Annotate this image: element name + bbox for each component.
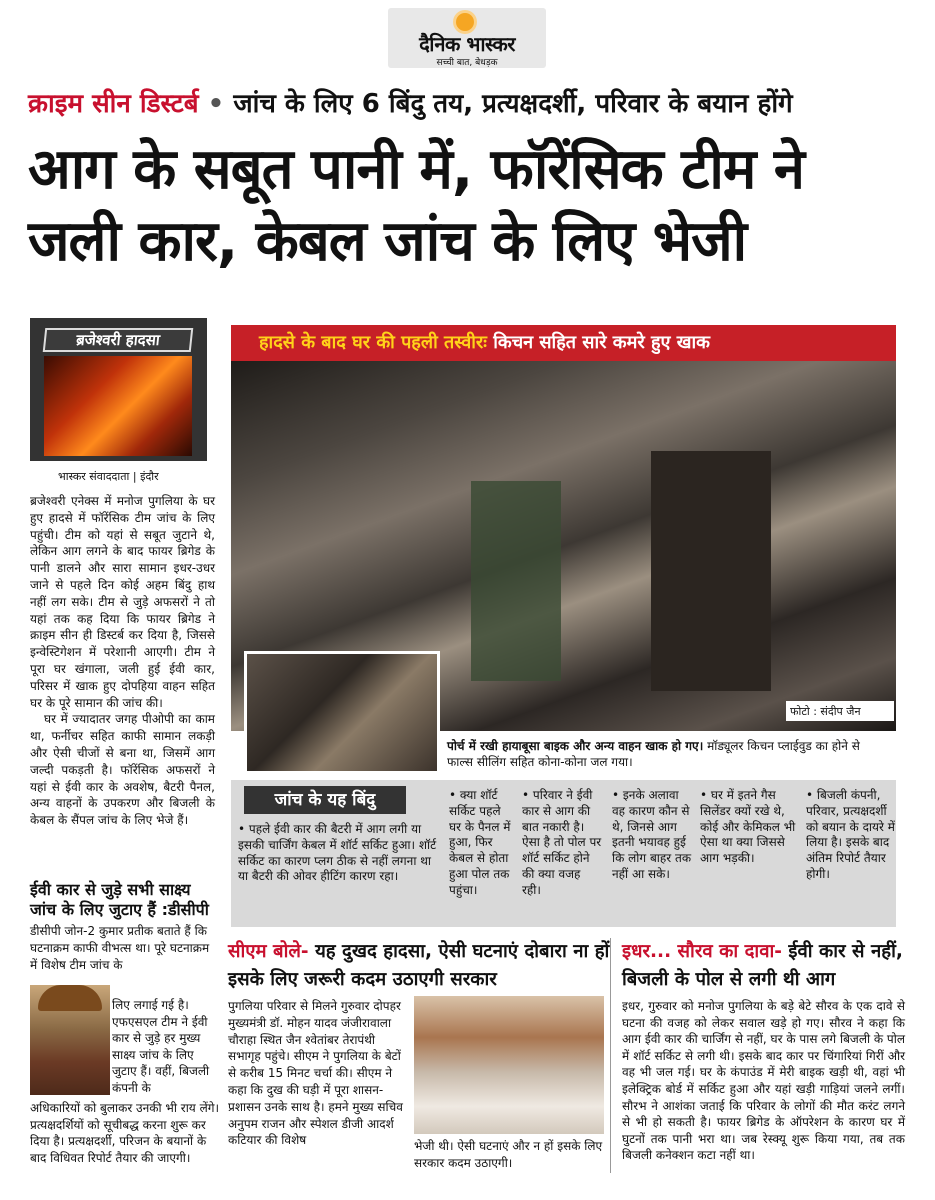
- cm-story-text: पुगलिया परिवार से मिलने गुरुवार दोपहर मुख्यमंत्री डॉ. मोहन यादव जंजीरावाला चौराहा स्थित जैन श्वेतांबर तेरापंथी सभागृह पहुंचे। सीएम ने पुगलिया के बेटों से करीब 15 मिनट चर्चा की। सीएम ने कहा कि दुख की घड़ी में पूरा शासन-प्रशासन उनके साथ है। हमने मुख्य सचिव अनुपम राजन और स्पेशल डीजी आदर्श कटियार की विशेष: [228, 999, 403, 1148]
- investigation-point: • घर में इतने गैस सिलेंडर क्यों रखे थे, कोई और केमिकल भी ऐसा था क्या जिससे आग भड़की।: [700, 788, 796, 866]
- card-label: ब्रजेश्वरी हादसा: [43, 328, 194, 352]
- photo-credit: फोटो : संदीप जैन: [786, 701, 894, 721]
- feature-banner-rest: किचन सहित सारे कमरे हुए खाक: [493, 332, 710, 353]
- dcp-photo: [30, 985, 110, 1095]
- kicker-text: जांच के लिए 6 बिंदु तय, प्रत्यक्षदर्शी, परिवार के बयान होंगे: [233, 89, 793, 119]
- burnt-vehicles-photo: [244, 651, 440, 774]
- masthead-tagline: सच्ची बात, बेधड़क: [436, 58, 498, 68]
- investigation-point: • क्या शॉर्ट सर्किट पहले घर के पैनल में हुआ, फिर केबल से होता हुआ पोल तक पहुंचा।: [449, 788, 511, 897]
- fire-photo: [44, 356, 192, 456]
- feature-banner-highlight: हादसे के बाद घर की पहली तस्वीरः: [259, 332, 487, 353]
- dcp-subhead: ईवी कार से जुड़े सभी साक्ष्य जांच के लिए जुटाए हैं :डीसीपी: [30, 880, 209, 919]
- investigation-point: • बिजली कंपनी, परिवार, प्रत्यक्षदर्शी को बयान के दायरे में लिया है। इसके बाद अंतिम रिपोर्ट तैयार होगी।: [806, 788, 895, 881]
- cm-story-text-cont: भेजी थी। ऐसी घटनाएं और न हों इसके लिए सरकार कदम उठाएगी।: [414, 1139, 603, 1170]
- main-story-para1: ब्रजेश्वरी एनेक्स में मनोज पुगलिया के घर हुए हादसे में फॉरेंसिक टीम जांच के लिए पहुंची। टीम को यहां से सबूत जुटाने थे, लेकिन आग लगने के बाद फायर ब्रिगेड के पानी डालने और सारा सामान इधर-उधर जाने से पहले दिन कोई अहम बिंदु हाथ नहीं लग सके। टीम से जुड़े अफसरों ने तो यहां तक कह दिया कि फायर ब्रिगेड ने क्राइम सीन ही डिस्टर्ब कर दिया है, जिससे इन्वेस्टिगेशन में परेशानी आएगी। टीम ने पूरा घर खंगाला, जली हुई ईवी कार, परिसर में खाक हुए दोपहिया वाहन सहित घर के पूरे सामान की जांच की।: [30, 494, 215, 710]
- investigation-point: • पहले ईवी कार की बैटरी में आग लगी या इसकी चार्जिंग केबल में शॉर्ट सर्किट हुआ। शॉर्ट सर्किट का कारण प्लग ठीक से नहीं लगना था या बैटरी की ओवर हीटिंग कारण रहा।: [238, 822, 437, 884]
- burnt-door: [471, 481, 561, 681]
- feature-banner: [231, 325, 896, 361]
- saurav-headline-text: ईवी कार से नहीं, बिजली के पोल से लगी थी आग: [622, 941, 903, 990]
- feature-caption: [447, 738, 887, 770]
- column-divider: [610, 938, 611, 1173]
- kicker-separator: •: [207, 89, 225, 119]
- byline-author: भास्कर संवाददाता: [58, 470, 130, 483]
- kicker-label: क्राइम सीन डिस्टर्ब: [28, 89, 199, 119]
- saurav-story-text: इधर, गुरुवार को मनोज पुगलिया के बड़े बेटे सौरव के एक दावे से घटना की वजह को लेकर सवाल खड़े हो गए। सौरव ने कहा कि आग ईवी कार की चार्जिंग से नहीं, घर के पास लगे बिजली के पोल में शॉर्ट सर्किट से लगी थी। इसके बाद कार पर चिंगारियां गिरीं और वह भी जल गई। घर के कंपाउंड में मेरी बाइक खड़ी थी, वहां भी इलेक्ट्रिक बोर्ड में सर्किट हुआ और यहां खड़ी गाड़ियां जलने लगीं। सौरभ ने आशंका जताई कि परिवार के लोगों की मौत करंट लगने से भी हो सकती है। फायर ब्रिगेड के ऑपरेशन के कारण घर में घुटनों तक पानी भरा था। जब रेस्क्यू शुरू किया गया, तब तक बिजली कनेक्शन कटा नहीं था।: [622, 999, 905, 1163]
- saurav-headline: [622, 938, 912, 994]
- byline-city: इंदौर: [140, 470, 159, 483]
- feature-caption-bold: पोर्च में रखी हायाबूसा बाइक और अन्य वाहन खाक हो गए।: [447, 739, 704, 753]
- kicker: [28, 84, 793, 120]
- masthead-name: दैनिक भास्कर: [419, 32, 515, 56]
- dcp-para3: अधिकारियों को बुलाकर उनकी भी राय लेंगे। प्रत्यक्षदर्शियों को सूचीबद्ध करना शुरू कर दिया है। प्रत्यक्षदर्शी, परिजन के बयानों के बाद विधिवत रिपोर्ट तैयार की जाएगी।: [30, 1101, 220, 1165]
- main-story-para2: घर में ज्यादातर जगह पीओपी का काम था, फर्नीचर सहित काफी सामान लकड़ी और ऐसी चीजों से बना था, जिसमें आग जल्दी पकड़ती है। फॉरेंसिक अफसरों ने यहां से ईवी कार के अवशेष, बैटरी पैनल, अन्य वाहनों के उपकरण और बिजली के केबल के सैंपल जांच के लिए भेजे हैं।: [30, 712, 215, 828]
- dcp-para1: डीसीपी जोन-2 कुमार प्रतीक बताते हैं कि घटनाक्रम काफी वीभत्स था। पूरे घटनाक्रम में विशेष टीम जांच के: [30, 924, 210, 972]
- cm-headline: [228, 938, 610, 994]
- sun-icon: [456, 13, 474, 31]
- cm-meeting-photo: [414, 996, 604, 1134]
- investigation-point: • परिवार ने ईवी कार से आग की बात नकारी है। ऐसा है तो पोल पर शॉर्ट सर्किट होने की क्या वजह रही।: [522, 788, 602, 897]
- brajeshwari-card: [30, 318, 207, 491]
- feature-caption-rest: मॉड्यूलर किचन प्लाईवुड का होने से फाल्स सीलिंग सहित कोना-कोना जल गया।: [447, 739, 860, 769]
- cm-headline-text: यह दुखद हादसा, ऐसी घटनाएं दोबारा ना हों इसके लिए जरूरी कदम उठाएगी सरकार: [228, 941, 610, 990]
- main-story: [30, 493, 215, 829]
- byline: भास्कर संवाददाता | इंदौर: [30, 461, 207, 491]
- dcp-para2: लिए लगाई गई है। एफएसएल टीम ने ईवी कार से जुड़े हर मुख्य साक्ष्य जांच के लिए जुटाए हैं। वहीं, बिजली कंपनी के: [112, 998, 210, 1095]
- police-cap-icon: [38, 985, 102, 1011]
- investigation-point: • इनके अलावा वह कारण कौन से थे, जिनसे आग इतनी भयावह हुई कि लोग बाहर तक नहीं आ सके।: [612, 788, 692, 881]
- page-title: आग के सबूत पानी में, फॉरेंसिक टीम ने जली कार, केबल जांच के लिए भेजी: [28, 137, 804, 274]
- masthead-logo: [388, 8, 546, 68]
- cm-label: सीएम बोले-: [228, 941, 309, 962]
- burnt-cabinet: [651, 451, 771, 691]
- saurav-label: इधर... सौरव का दावा-: [622, 941, 782, 962]
- investigation-points-title: जांच के यह बिंदु: [244, 786, 406, 814]
